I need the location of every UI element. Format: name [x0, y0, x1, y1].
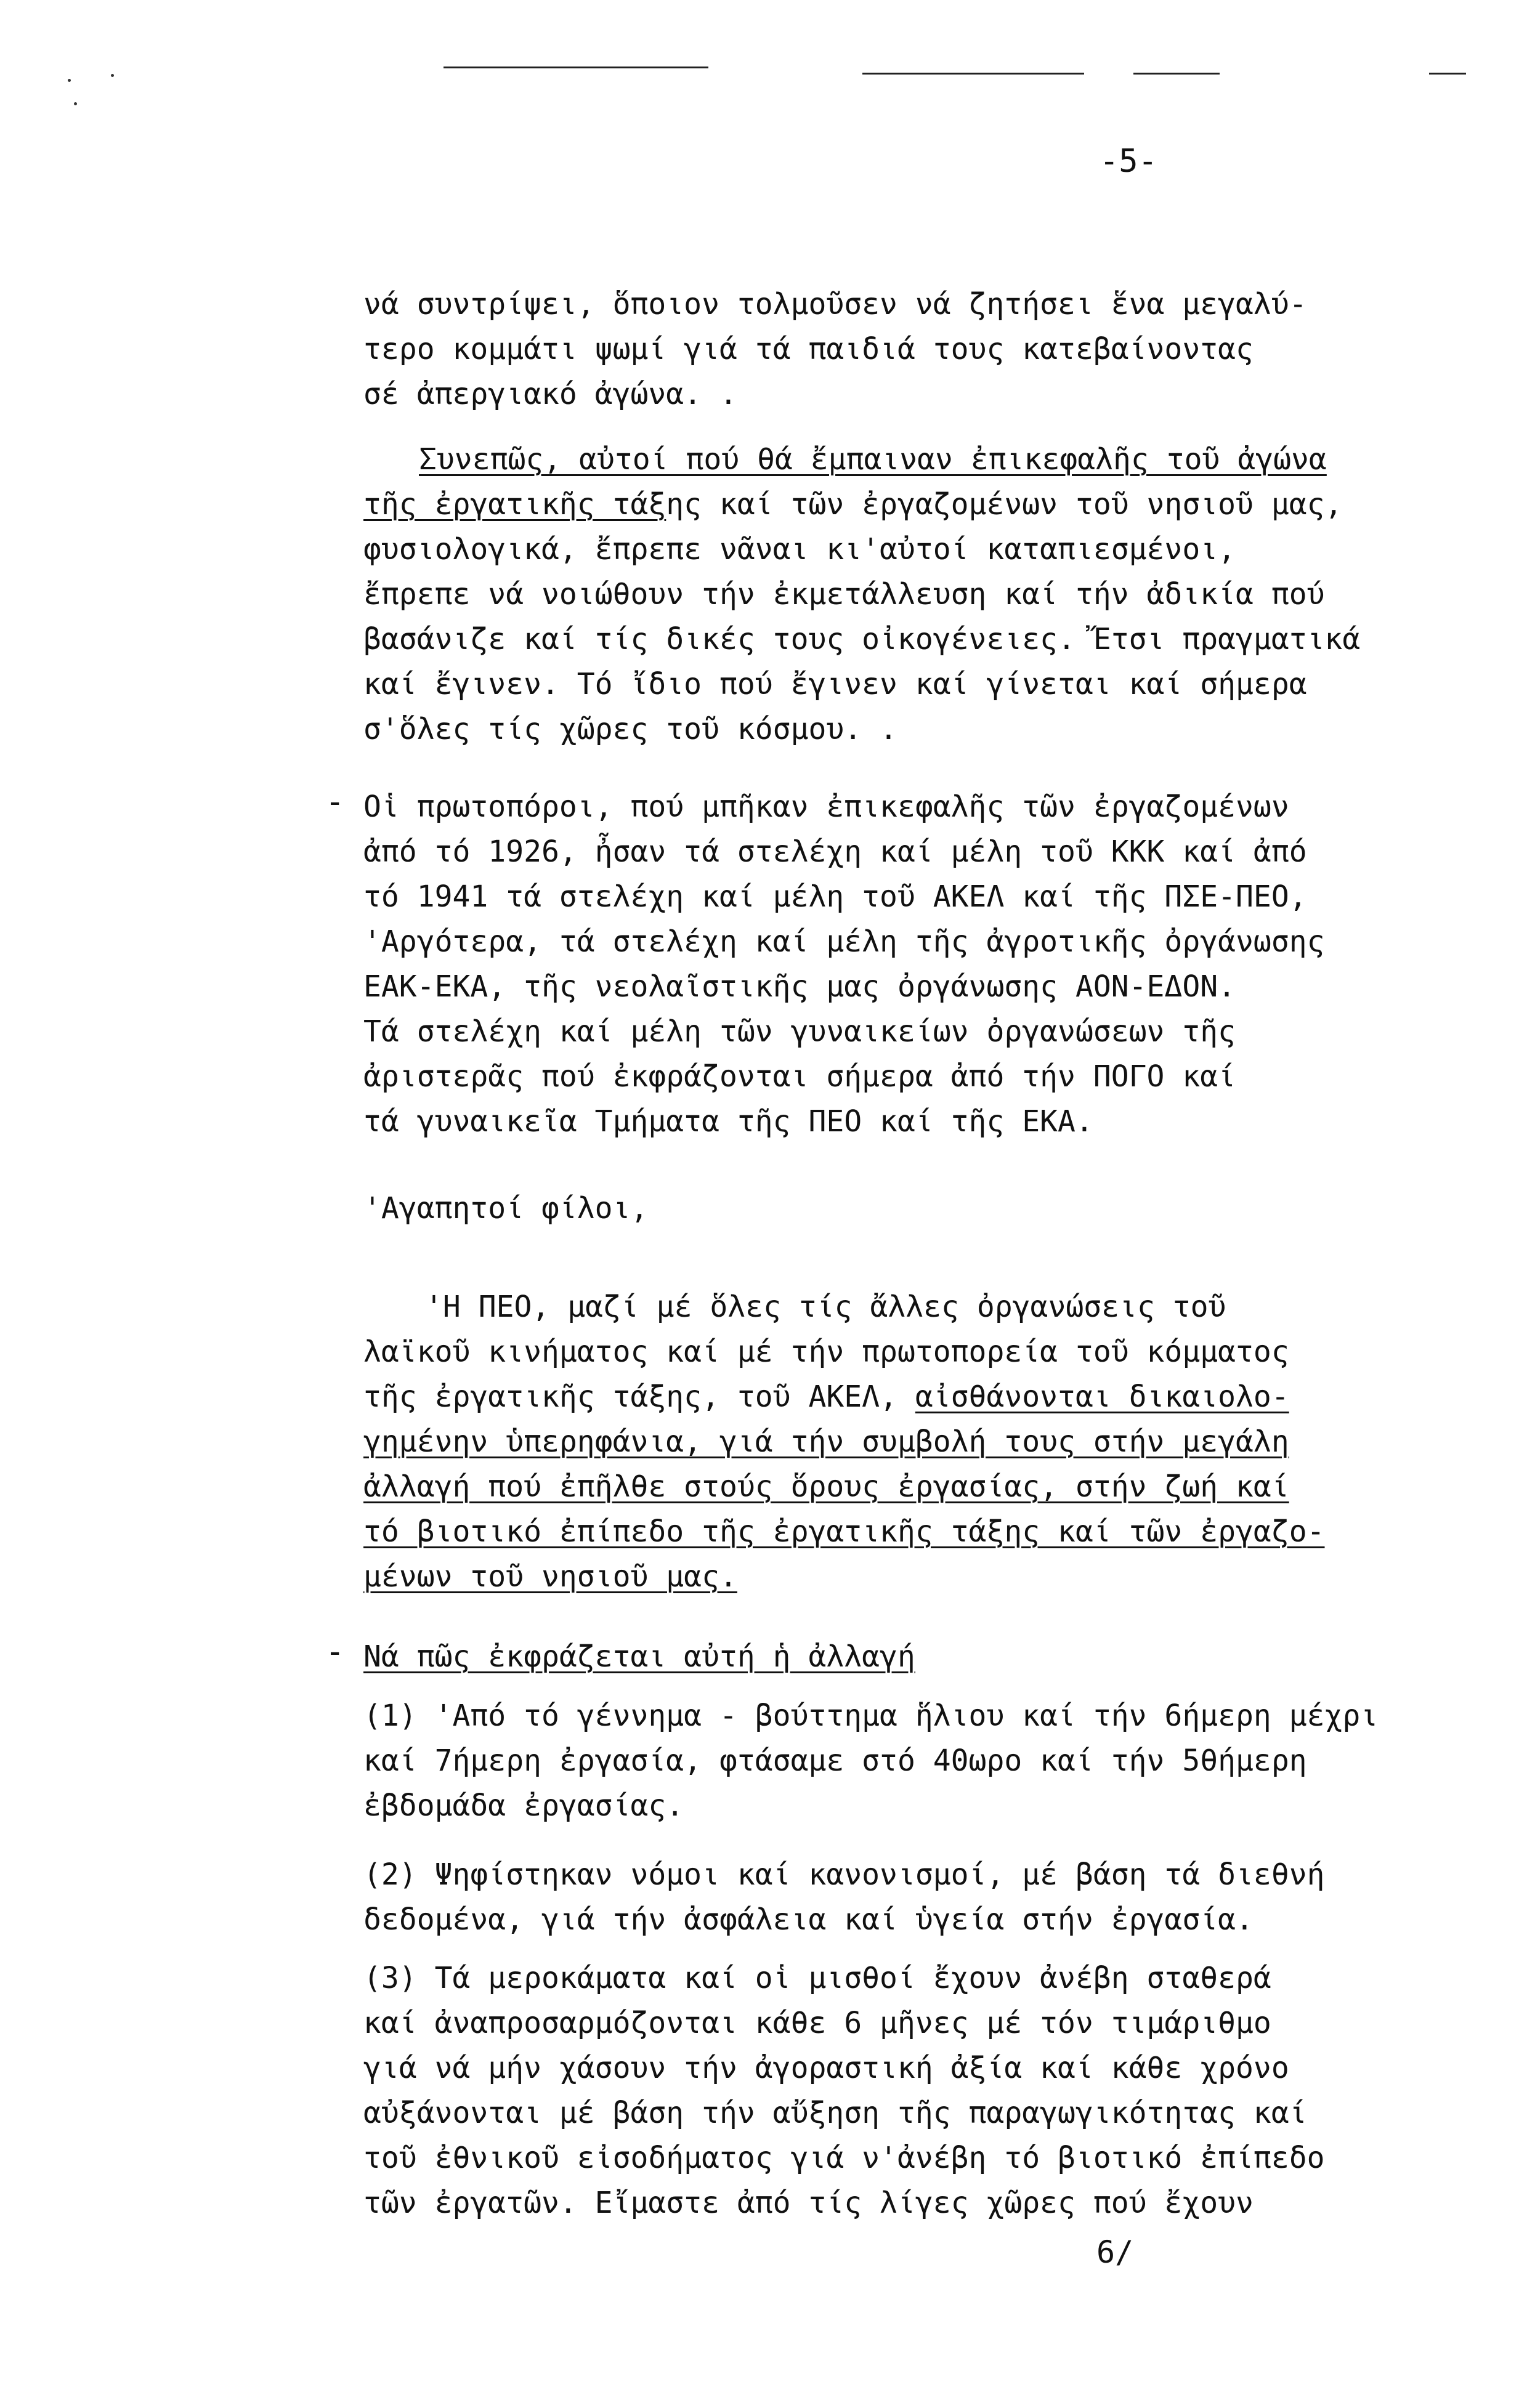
text-line: τοῦ ἐθνικοῦ εἰσοδήματος γιά ν'ἀνέβη τό βιοτικό ἐπίπεδο — [363, 2141, 1325, 2175]
text-line: σέ ἀπεργιακό ἀγώνα. . — [363, 377, 737, 411]
bullet-dash: - — [325, 1633, 345, 1670]
text-line: τά γυναικεῖα Τμήματα τῆς ΠΕΟ καί τῆς ΕΚΑ. — [363, 1104, 1093, 1139]
continuation-marker: 6/ — [1096, 2234, 1134, 2270]
text-line: (3) Τά μεροκάματα καί οἱ μισθοί ἔχουν ἀνέβη σταθερά — [363, 1961, 1271, 1995]
text-line: σ'ὅλες τίς χῶρες τοῦ κόσμου. . — [363, 712, 897, 746]
underlined-line: τό βιοτικό ἐπίπεδο τῆς ἐργατικῆς τάξης καί τῶν ἐργαζο- — [363, 1514, 1325, 1549]
text-line — [363, 437, 1423, 482]
text-line: λαϊκοῦ κινήματος καί μέ τήν πρωτοπορεία τοῦ κόμματος — [363, 1335, 1289, 1369]
text-line: 'Η ΠΕΟ, μαζί μέ ὅλες τίς ἄλλες ὀργανώσεις τοῦ — [425, 1290, 1226, 1324]
text-line: 'Αργότερα, τά στελέχη καί μέλη τῆς ἀγροτικῆς ὀργάνωσης — [363, 924, 1325, 959]
text-line: ἔπρεπε νά νοιώθουν τήν ἐκμετάλλευση καί τήν ἀδικία πού — [363, 577, 1325, 612]
text-line: τερο κομμάτι ψωμί γιά τά παιδιά τους κατεβαίνοντας — [363, 332, 1254, 366]
scan-speck — [111, 74, 114, 77]
text-line: καί ἀναπροσαρμόζονται κάθε 6 μῆνες μέ τόν τιμάριθμο — [363, 2006, 1271, 2040]
underlined-line: γημένην ὑπερηφάνια, γιά τήν συμβολή τους στήν μεγάλη — [363, 1424, 1289, 1459]
underlined-text: αἰσθάνονται δικαιολο- — [915, 1380, 1289, 1414]
text-line: δεδομένα, γιά τήν ἀσφάλεια καί ὑγεία στήν ἐργασία. — [363, 1902, 1254, 1937]
underlined-line: μένων τοῦ νησιοῦ μας. — [363, 1559, 737, 1594]
underlined-text: τῆς ἐργατικῆς τάξ — [363, 487, 666, 522]
text-line: καί ἔγινεν. Τό ἴδιο πού ἔγινεν καί γίνεται καί σήμερα — [363, 667, 1307, 701]
scan-speck — [68, 79, 71, 82]
text-line: ἀριστερᾶς πού ἐκφράζονται σήμερα ἀπό τήν ΠΟΓΟ καί — [363, 1059, 1236, 1094]
text-line: ἐβδομάδα ἐργασίας. — [363, 1788, 684, 1823]
page-number: -5- — [1100, 143, 1157, 180]
paragraph-3 — [363, 785, 1423, 1144]
paragraph-4 — [363, 1285, 1423, 1599]
text-line: νά συντρίψει, ὅποιον τολμοῦσεν νά ζητήσει ἕνα μεγαλύ- — [363, 287, 1307, 321]
header-rule — [1429, 73, 1466, 75]
bullet-dash: - — [325, 783, 345, 820]
list-item-2 — [363, 1852, 1423, 1942]
text-line: ΕΑΚ-ΕΚΑ, τῆς νεολαῖστικῆς μας ὀργάνωσης ΑΟΝ-ΕΔΟΝ. — [363, 969, 1236, 1004]
underlined-line: ἀλλαγή πού ἐπῆλθε στούς ὅρους ἐργασίας, στήν ζωή καί — [363, 1469, 1289, 1504]
text-line: καί 7ήμερη ἐργασία, φτάσαμε στό 40ωρο καί τήν 5θήμερη — [363, 1743, 1307, 1778]
text-line: (2) Ψηφίστηκαν νόμοι καί κανονισμοί, μέ βάση τά διεθνή — [363, 1857, 1325, 1892]
paragraph-1 — [363, 282, 1423, 417]
text-line: φυσιολογικά, ἔπρεπε νᾶναι κι'αὐτοί καταπιεσμένοι, — [363, 532, 1236, 567]
greeting — [363, 1186, 1423, 1231]
text-line — [363, 482, 1423, 527]
scan-speck — [74, 102, 77, 105]
underlined-line: Νά πῶς ἐκφράζεται αὐτή ἡ ἀλλαγή — [363, 1639, 915, 1674]
text-line: ἀπό τό 1926, ἦσαν τά στελέχη καί μέλη τοῦ ΚΚΚ καί ἀπό — [363, 834, 1307, 869]
text-line: τῶν ἐργατῶν. Εἴμαστε ἀπό τίς λίγες χῶρες πού ἔχουν — [363, 2186, 1254, 2220]
underlined-text: Συνεπῶς, αὐτοί πού θά ἔμπαιναν ἐπικεφαλῆς τοῦ ἀγώνα — [419, 442, 1327, 477]
text-line: Οἱ πρωτοπόροι, πού μπῆκαν ἐπικεφαλῆς τῶν ἐργαζομένων — [363, 790, 1289, 824]
list-item-1 — [363, 1694, 1423, 1828]
text-line: Τά στελέχη καί μέλη τῶν γυναικείων ὀργανώσεων τῆς — [363, 1014, 1236, 1049]
header-rule — [444, 67, 708, 68]
text-line: 'Αγαπητοί φίλοι, — [363, 1191, 649, 1226]
text-line: βασάνιζε καί τίς δικές τους οἰκογένειες. Ἔτσι πραγματικά — [363, 622, 1361, 657]
text-span: τῆς ἐργατικῆς τάξης, τοῦ ΑΚΕΛ, — [363, 1380, 915, 1414]
text-line: αὐξάνονται μέ βάση τήν αὔξηση τῆς παραγωγικότητας καί — [363, 2096, 1307, 2130]
text-line: γιά νά μήν χάσουν τήν ἀγοραστική ἀξία καί κάθε χρόνο — [363, 2051, 1289, 2085]
text-line — [363, 1375, 1423, 1420]
text-line: (1) 'Από τό γέννημα - βούττημα ἥλιου καί τήν 6ήμερη μέχρι — [363, 1699, 1379, 1733]
header-rule — [1133, 73, 1220, 75]
text-span: ης καί τῶν ἐργαζομένων τοῦ νησιοῦ μας, — [666, 487, 1343, 522]
text-line: τό 1941 τά στελέχη καί μέλη τοῦ ΑΚΕΛ καί τῆς ΠΣΕ-ΠΕΟ, — [363, 879, 1307, 914]
header-rule — [862, 73, 1084, 75]
section-heading — [363, 1634, 1423, 1679]
list-item-3 — [363, 1956, 1423, 2226]
paragraph-2 — [363, 437, 1423, 752]
